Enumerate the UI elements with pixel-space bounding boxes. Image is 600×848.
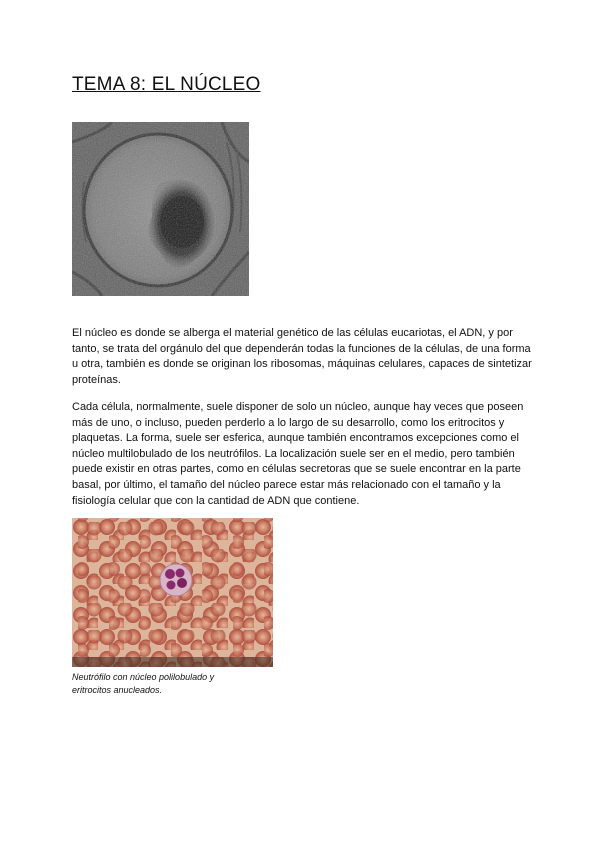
intro-paragraph: El núcleo es donde se alberga el material genético de las células eucariotas, el ADN, y por tanto, se trata del orgánulo del que dependerán todas la funciones de la células, de una forma u otra, también es donde se originan los ribosomas, máquinas celulares, capaces de sintetizar proteínas. bbox=[72, 327, 532, 386]
page-title: TEMA 8: EL NÚCLEO bbox=[72, 74, 261, 95]
figure-caption: Neutrófilo con núcleo polilobulado y eritrocitos anucleados. bbox=[72, 672, 215, 695]
description-paragraph: Cada célula, normalmente, suele disponer de solo un núcleo, aunque hay veces que poseen más de uno, o incluso, pueden perderlo a lo largo de su desarrollo, como los eritrocitos y plaquetas. La forma, suele ser esferica, aunque también encontramos excepciones como el núcleo multilobulado de los neutrófilos. La localización suele ser en el medio, pero también puede existir en otras partes, como en células secretoras que se suele encontrar en la parte basal, por último, el tamaño del núcleo parece estar más relacionado con el tamaño y la fisiología celular que con la cantidad de ADN que contiene. bbox=[72, 401, 524, 507]
nucleus-micrograph bbox=[72, 122, 249, 296]
neutrophil-micrograph bbox=[72, 518, 273, 667]
